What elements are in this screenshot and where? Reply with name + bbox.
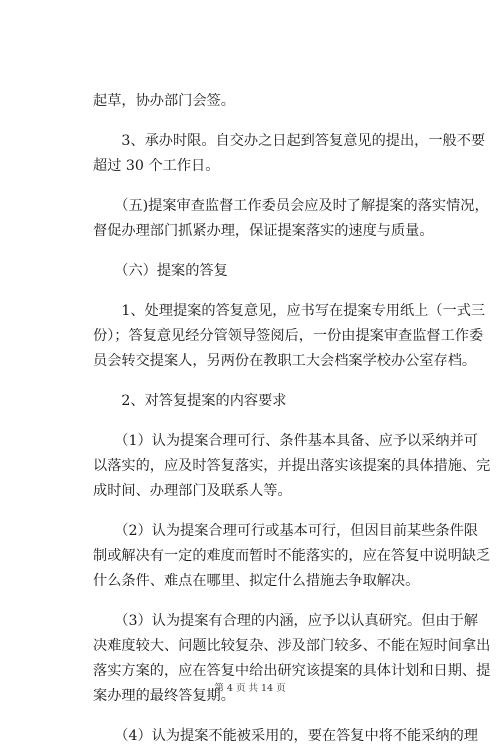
paragraph xyxy=(93,129,486,179)
text-line: 2、对答复提案的内容要求 xyxy=(93,393,287,409)
paragraph xyxy=(93,89,429,114)
paragraph-spacer xyxy=(93,504,429,519)
paragraph xyxy=(93,299,486,374)
paragraph-spacer xyxy=(93,709,429,724)
paragraph-spacer xyxy=(93,179,429,194)
paragraph-spacer xyxy=(93,414,429,429)
text-line: 案办理的最终答复期。 xyxy=(93,688,235,704)
paragraph xyxy=(93,194,489,244)
text-line: （1）认为提案合理可行、条件基本具备、应予以采纳并可 xyxy=(93,433,478,449)
text-line: （3）认为提案有合理的内涵，应予以认真研究。但由于解 xyxy=(93,613,478,629)
paragraph-spacer xyxy=(93,284,429,299)
page-footer: 第 4 页 共 14 页 xyxy=(214,683,286,694)
document-body xyxy=(93,89,491,749)
text-line: 员会转交提案人，另两份在教职工大会档案学校办公室存档。 xyxy=(93,353,477,369)
text-line: 超过 30 个工作日。 xyxy=(93,158,220,174)
text-line: 什么条件、难点在哪里、拟定什么措施去争取解决。 xyxy=(93,573,420,589)
text-line: 1、处理提案的答复意见，应书写在提案专用纸上（一式三 xyxy=(93,303,486,319)
paragraph xyxy=(93,519,491,594)
text-line: 落实方案的，应在答复中给出研究该提案的具体计划和日期、提 xyxy=(93,663,491,679)
text-line: （4）认为提案不能被采用的，要在答复中将不能采纳的理 xyxy=(93,728,478,744)
text-line: 以落实的，应及时答复落实，并提出落实该提案的具体措施、完 xyxy=(93,458,491,474)
text-line: 制或解决有一定的难度而暂时不能落实的，应在答复中说明缺乏 xyxy=(93,548,491,564)
paragraph xyxy=(93,724,478,749)
text-line: 份）；答复意见经分管领导签阅后，一份由提案审查监督工作委 xyxy=(93,328,484,344)
text-line: 起草，协办部门会签。 xyxy=(93,93,235,109)
paragraph-spacer xyxy=(93,374,429,389)
text-line: （五)提案审查监督工作委员会应及时了解提案的落实情况， xyxy=(93,198,489,214)
text-line: （六）提案的答复 xyxy=(93,263,228,279)
text-line: 督促办理部门抓紧办理，保证提案落实的速度与质量。 xyxy=(93,223,434,239)
paragraph-spacer xyxy=(93,114,429,129)
paragraph-spacer xyxy=(93,244,429,259)
paragraph xyxy=(93,429,491,504)
text-line: 决难度较大、问题比较复杂、涉及部门较多、不能在短时间拿出 xyxy=(93,638,491,654)
text-line: 3、承办时限。自交办之日起到答复意见的提出，一般不要 xyxy=(93,133,486,149)
paragraph-spacer xyxy=(93,594,429,609)
text-line: 成时间、办理部门及联系人等。 xyxy=(93,483,292,499)
paragraph xyxy=(93,259,429,284)
text-line: （2）认为提案合理可行或基本可行，但因目前某些条件限 xyxy=(93,523,478,539)
paragraph xyxy=(93,609,491,709)
paragraph xyxy=(93,389,429,414)
